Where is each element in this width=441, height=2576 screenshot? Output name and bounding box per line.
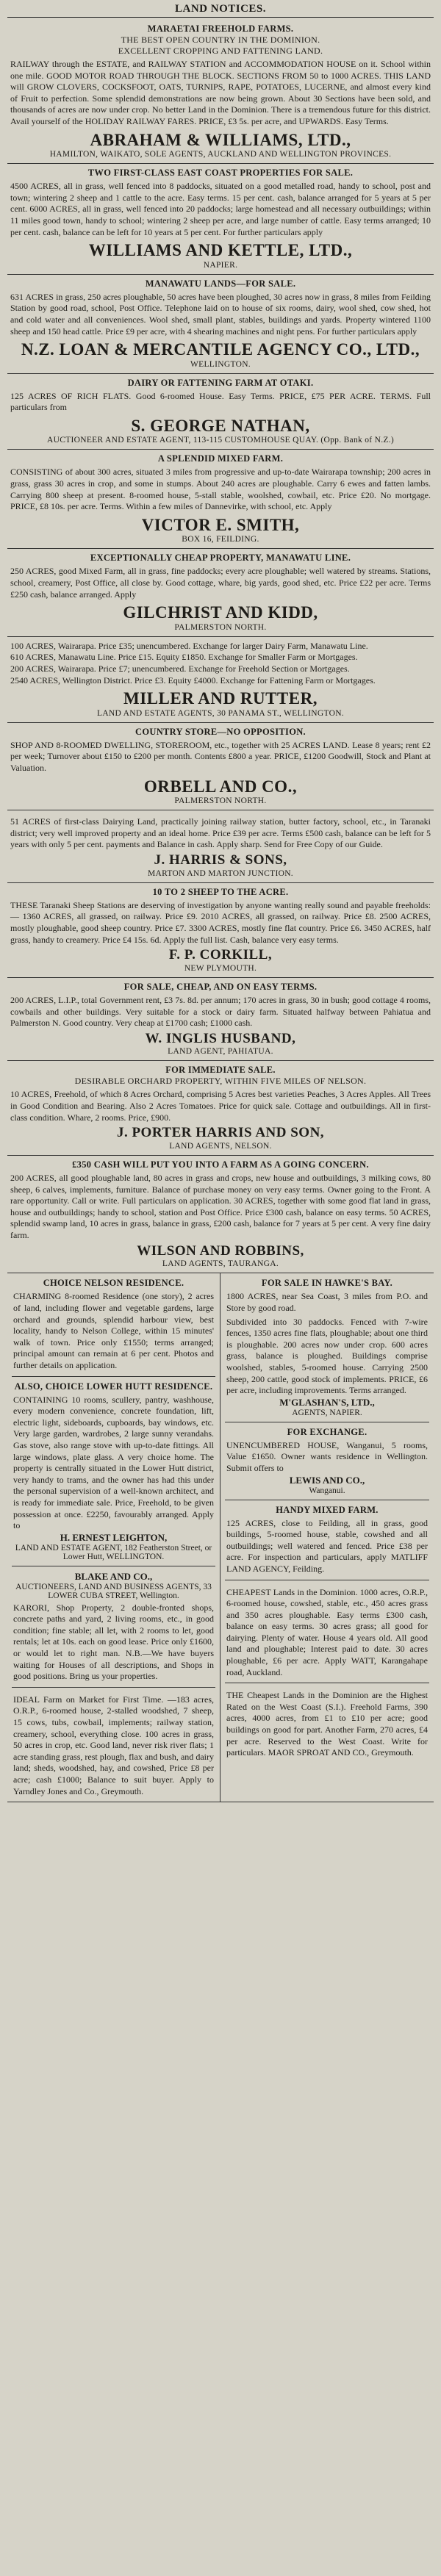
ad-firm: WILLIAMS AND KETTLE, LTD., bbox=[88, 241, 353, 260]
ad-body: 250 ACRES, good Mixed Farm, all in grass, fine paddocks; every acre ploughable; well watered by streams. Stations, school, creamery, Post Office, all close by. Good cottage, whare, big yards, good shed, etc. Price £22 per acre. Terms £250 cash, balance arranged. Apply bbox=[10, 566, 431, 600]
ad-body: CHARMING 8-roomed Residence (one story), 2 acres of land, including flower and vegetable gardens, large orchard and grounds, splendid harbour view, best locality, handy to Nelson College, within 15 minutes' walk of town. Price only £1550; terms arranged; principal amount can remain at 6 per cent. Photos and further details on application. bbox=[13, 1291, 214, 1370]
ad-body: 200 ACRES, L.I.P., total Government rent, £3 7s. 8d. per annum; 170 acres in grass, 30 in bush; good cottage 4 rooms, cowbails and other buildings. Very suitable for a stock or dairy farm. Situated halfway between Pahiatua and Palmerston N. Good country. Very cheap at £1700 cash; £1000 cash. bbox=[10, 994, 431, 1029]
ad-mixed-farm bbox=[7, 450, 434, 549]
ad-hawkes-bay bbox=[225, 1273, 429, 1422]
ad-firm: ABRAHAM & WILLIAMS, LTD., bbox=[90, 130, 351, 149]
right-column bbox=[220, 1273, 434, 1802]
ad-body: 51 ACRES of first-class Dairying Land, practically joining railway station, butter factory, school, etc., in Taranaki district; very well improved property and an ideal home. Price £39 per acre. Terms £500 cash, balance can be left for 5 years with only 5 per cent. payments and Balance in cash. Apply sharp. Send for Free Copy of our Guide. bbox=[10, 816, 431, 850]
ad-title: FOR SALE, CHEAP, AND ON EASY TERMS. bbox=[123, 981, 318, 992]
ad-dairying-land bbox=[7, 810, 434, 883]
ad-location: Wanganui. bbox=[309, 1486, 345, 1495]
ad-firm: LEWIS AND CO., bbox=[289, 1474, 365, 1486]
ad-going-concern bbox=[7, 1156, 434, 1273]
ad-firm: MILLER AND RUTTER, bbox=[123, 689, 318, 708]
ad-firm: W. INGLIS HUSBAND, bbox=[145, 1030, 296, 1046]
ad-subtitle: DESIRABLE ORCHARD PROPERTY, WITHIN FIVE MILES OF NELSON. bbox=[74, 1076, 367, 1087]
ad-title: FOR EXCHANGE. bbox=[287, 1426, 368, 1437]
ad-blake-co bbox=[12, 1566, 215, 1688]
ad-body: Subdivided into 30 paddocks. Fenced with 7-wire fences, 1350 acres fine flats, ploughable; about one third is ploughable. 200 acres now under crop. 600 acres grass, balance is ploughed. Buildings comprise woolshed, stables, 5-roomed house. Carrying 2500 sheep, 200 cattle, good stock of implements. PRICE, £6 per acre, including improvements. Terms arranged. bbox=[226, 1316, 428, 1396]
ad-body: CHEAPEST Lands in the Dominion. 1000 acres, O.R.P., 6-roomed house, cowshed, stable, etc., 450 acres grass and 350 acres ploughable. Easy terms £300 cash, balance on easy terms. 30 acres grass; all good for dairying. Plenty of water. House 4 years old. All good land and ploughable; Interest paid to date. 30 acres ploughable, £6 per acre. Apply WATT, Karangahape road, Auckland. bbox=[226, 1586, 428, 1677]
ad-title: DAIRY OR FATTENING FARM AT OTAKI. bbox=[127, 377, 314, 388]
ad-location: AUCTIONEER AND ESTATE AGENT, 113-115 CUSTOMHOUSE QUAY. (Opp. Bank of N.Z.) bbox=[46, 436, 394, 445]
ad-location: PALMERSTON NORTH. bbox=[174, 622, 267, 632]
ad-body: 631 ACRES in grass, 250 acres ploughable, 50 acres have been ploughed, 30 acres now in grass, 8 miles from Feilding Station by good road, school, Post Office. Telephone laid on to house of six rooms, dairy, wool shed, cow shed, hot and cold water and all conveniences. Wool shed, small plant, stables, buildings and yards. Property wintered 1100 sheep and 150 head cattle. Price £9 per acre, with 4 shearing machines and night pens. For further particulars apply bbox=[10, 291, 431, 337]
ad-location: PALMERSTON NORTH. bbox=[174, 796, 267, 806]
ad-location: LAND AND ESTATE AGENT, 182 Featherston Street, or Lower Hutt, WELLINGTON. bbox=[15, 1543, 212, 1561]
ad-exchange-listing bbox=[7, 637, 434, 723]
ad-firm: VICTOR E. SMITH, bbox=[141, 515, 300, 534]
ad-title: £350 CASH WILL PUT YOU INTO A FARM AS A GOING CONCERN. bbox=[72, 1159, 369, 1170]
ad-location: LAND AND ESTATE AGENTS, 30 PANAMA ST., WELLINGTON. bbox=[97, 708, 344, 718]
ad-location: NEW PLYMOUTH. bbox=[184, 963, 257, 973]
ad-body: THESE Taranaki Sheep Stations are deserving of investigation by anyone wanting really sound and payable freeholds:— 1360 ACRES, all grassed, on railway. Price £9. 2010 ACRES, all grassed, on railway. Price £8. 2500 ACRES, mostly ploughable, good sheep country. Price £7. 3300 ACRES, mostly fine flat country. Price £6. 3450 ACRES, half grass, handy to creamery. Price £4 15s. 6d. Apply the full list. Cash, balance very easy terms. bbox=[10, 899, 431, 945]
listing-item: 2540 ACRES, Wellington District. Price £3. Equity £4000. Exchange for Fattening Farm or Mortgages. bbox=[10, 674, 376, 686]
ad-title: ALSO, CHOICE LOWER HUTT RESIDENCE. bbox=[14, 1381, 213, 1392]
ad-body: KARORI, Shop Property, 2 double-fronted shops, concrete paths and yard, 2 living rooms, etc., in good condition; fine stable; all let, with 2 rooms to let, good rentals; let at 10s. each on good lease. Price only £1600, or would let to right man. N.B.—We have buyers waiting for Houses of all descriptions, and Shops in good positions. Bring us your properties. bbox=[13, 1602, 214, 1682]
ad-location: WELLINGTON. bbox=[190, 359, 251, 369]
ad-otaki-farm bbox=[7, 374, 434, 450]
ad-title: MARAETAI FREEHOLD FARMS. bbox=[147, 24, 294, 34]
ad-maraetai-farms bbox=[7, 20, 434, 164]
ad-title: FOR IMMEDIATE SALE. bbox=[165, 1065, 276, 1076]
listing-item: 100 ACRES, Wairarapa. Price £35; unencumbered. Exchange for larger Dairy Farm, Manawatu Line. bbox=[10, 640, 368, 651]
ad-firm: F. P. CORKILL, bbox=[168, 947, 273, 963]
ad-subtitle: THE BEST OPEN COUNTRY IN THE DOMINION. bbox=[121, 35, 320, 45]
ad-firm: J. HARRIS & SONS, bbox=[154, 852, 287, 868]
ad-title: HANDY MIXED FARM. bbox=[276, 1504, 379, 1515]
ad-firm: H. ERNEST LEIGHTON, bbox=[60, 1531, 168, 1543]
ad-title: EXCEPTIONALLY CHEAP PROPERTY, MANAWATU LINE. bbox=[90, 553, 351, 564]
ad-firm: BLAKE AND CO., bbox=[74, 1570, 153, 1582]
ad-body: SHOP AND 8-ROOMED DWELLING, STOREROOM, etc., together with 25 ACRES LAND. Lease 8 years; rent £2 per week; Turnover about £150 to £200 per month. Contents £800 a year. PRICE, £1200 Goodwill, Stock and Plant at Valuation. bbox=[10, 739, 431, 773]
two-column-section bbox=[7, 1273, 434, 1802]
ad-subtitle-2: EXCELLENT CROPPING AND FATTENING LAND. bbox=[118, 46, 323, 56]
ad-location: BOX 16, FEILDING. bbox=[182, 535, 259, 544]
ad-title: A SPLENDID MIXED FARM. bbox=[157, 453, 284, 464]
ad-handy-mixed-farm bbox=[225, 1500, 429, 1580]
ad-body: UNENCUMBERED HOUSE, Wanganui, 5 rooms, Value £1650. Owner wants residence in Wellington. Submit offers to bbox=[226, 1439, 428, 1473]
ad-firm: J. PORTER HARRIS AND SON, bbox=[116, 1125, 325, 1141]
ad-body: 125 ACRES OF RICH FLATS. Good 6-roomed House. Easy Terms. PRICE, £75 PER ACRE. TERMS. Full particulars from bbox=[10, 390, 431, 413]
listing-item: 610 ACRES, Manawatu Line. Price £15. Equity £1850. Exchange for Smaller Farm or Mortgages. bbox=[10, 652, 358, 663]
ad-sheep-stations bbox=[7, 883, 434, 978]
newspaper-page bbox=[7, 0, 434, 1802]
ad-body: 200 ACRES, all good ploughable land, 80 acres in grass and crops, new house and outbuildings, 3 milking cows, 80 sheep, 6 calves, implements, furniture. Balance of purchase money on very easy terms. Owner going to the Front. A rare opportunity. Call or write. Full particulars on application. 30 ACRES, together with some good flat land in grass, house and outbuildings; handy to school, station and Post Office. Price £300 cash, balance on easy terms. 50 ACRES, splendid swamp land, 10 acres in grass, balance in grass, £200 cash, balance for 7 years at 5 per cent. A very fine dairy farm. bbox=[10, 1173, 431, 1241]
ad-west-coast bbox=[225, 1683, 429, 1763]
ad-firm: M'GLASHAN'S, LTD., bbox=[279, 1396, 375, 1408]
ad-firm: ORBELL AND CO., bbox=[143, 777, 298, 796]
ad-ideal-farm bbox=[12, 1688, 215, 1802]
ad-body: 4500 ACRES, all in grass, well fenced into 8 paddocks, situated on a good metalled road, handy to school, post and town; wintering 2 sheep and 1 cattle to the acre. Easy terms. 15 per cent. cash, balance arranged for 5 years at 5 per cent. 6000 ACRES, all in grass, well fenced into 20 paddocks; large homestead and all necessary outbuildings; within 11 miles good town, handy to school; wintering 2 sheep per acre, and large number of cattle. Easy terms arranged; 10 per cent. cash, balance can be left for 10 years at 5 per cent. For further particulars apply bbox=[10, 181, 431, 237]
ad-body: CONTAINING 10 rooms, scullery, pantry, washhouse, every modern convenience, concrete foundation, lift, electric light, sideboards, cupboards, bay windows, etc. Very large garden, wardrobes, 2 large sunny verandahs. Gas stove, also range stove with up-to-date fittings. All large windows, plate glass. A very choice home. The property is centrally situated in the Lower Hutt district, very handy to trams, and the owner has had this under the personal supervision of a well-known architect, and is ready for immediate sale. Price, Freehold, to be given possession at once. £2250, favourably arranged. Apply to bbox=[13, 1394, 214, 1531]
ad-lower-hutt-residence bbox=[12, 1377, 215, 1566]
ad-subtitle: 1800 ACRES, near Sea Coast, 3 miles from P.O. and Store by good road. bbox=[226, 1291, 428, 1314]
ad-body: RAILWAY through the ESTATE, and RAILWAY STATION and ACCOMMODATION HOUSE on it. School within one mile. GOOD MOTOR ROAD THROUGH THE BLOCK. SECTIONS FROM 50 to 1000 ACRES. THIS LAND will GROW CLOVERS, COCKSFOOT, OATS, TURNIPS, RAPE, POTATOES, LUCERNE, and almost every kind of Fruit to perfection. Some splendid demonstrations are now being grown. About 30 Sections have been sold, and thousands of acres are now under crop. No better Land in the Dominion. There is a tremendous future for this district. Avail yourself of the HOLIDAY RAILWAY FARES. PRICE, £3 5s. per acre, and UPWARDS. Easy Terms. bbox=[10, 59, 431, 126]
ad-body: 10 ACRES, Freehold, of which 8 Acres Orchard, comprising 5 Acres best varieties Peaches, 3 Acres Apples. All Trees in Good Condition and Bearing. Also 2 Acres Tomatoes. Price for quick sale. Cottage and outbuildings. All in first-class condition. Whare, 2 rooms. Price, £900. bbox=[10, 1089, 431, 1123]
ad-country-store bbox=[7, 723, 434, 810]
ad-location: HAMILTON, WAIKATO, SOLE AGENTS, AUCKLAND AND WELLINGTON PROVINCES. bbox=[49, 150, 392, 159]
ad-location: LAND AGENTS, NELSON. bbox=[169, 1142, 272, 1151]
ad-firm: GILCHRIST AND KIDD, bbox=[123, 603, 318, 622]
ad-body: IDEAL Farm on Market for First Time. —183 acres, O.R.P., 6-roomed house, 2-stalled woodshed, 7 sheep, 15 cows, tubs, cowbail, implements; railway station, creamery, school, everything close. 100 acres in grass, 50 acres in crop, etc. Good land, never risk river flats; 1 acre standing grass, rest plough, flax and bush, and dairy land; sheds, woodshed, hay, and cowshed, Price £8 per acre; cash £1000; Balance to suit buyer. Apply to Yarndley Jones and Co., Greymouth. bbox=[13, 1694, 214, 1796]
ad-location: NAPIER. bbox=[203, 260, 238, 270]
ad-location: MARTON AND MARTON JUNCTION. bbox=[148, 868, 293, 878]
listing-item: 200 ACRES, Wairarapa. Price £7; unencumbered. Exchange for Freehold Section or Mortgages. bbox=[10, 663, 350, 674]
ad-title: MANAWATU LANDS—FOR SALE. bbox=[145, 278, 296, 289]
ad-location: LAND AGENT, PAHIATUA. bbox=[168, 1047, 273, 1057]
ad-title: COUNTRY STORE—NO OPPOSITION. bbox=[135, 726, 306, 737]
ad-firm: S. GEORGE NATHAN, bbox=[131, 416, 310, 435]
ad-title: CHOICE NELSON RESIDENCE. bbox=[43, 1278, 184, 1289]
ad-easy-terms bbox=[7, 978, 434, 1062]
ad-location: LAND AGENTS, TAURANGA. bbox=[162, 1259, 279, 1269]
ad-location: AUCTIONEERS, LAND AND BUSINESS AGENTS, 33 LOWER CUBA STREET, Wellington. bbox=[15, 1582, 212, 1600]
ad-cheapest-lands bbox=[225, 1580, 429, 1684]
ad-cheap-property bbox=[7, 549, 434, 636]
ad-title: 10 TO 2 SHEEP TO THE ACRE. bbox=[152, 886, 289, 897]
ad-body: CONSISTING of about 300 acres, situated 3 miles from progressive and up-to-date Wairarapa township; 200 acres in grass, grass 30 acres in crop, and some in stumps. About 240 acres are ploughable. Carry 6 ewes and fatten lambs. Carrying 800 sheep at present. 8-roomed house, 5-stall stable, woolshed, cowbail, etc. Price £20. No mortgage. PRICE, £8 10s. per acre. Terms. Within a few miles of Dannevirke, with school, etc. Apply bbox=[10, 467, 431, 512]
ad-body: THE Cheapest Lands in the Dominion are the Highest Rated on the West Coast (S.I.). Freehold Farms, 390 acres, 4000 acres, from £1 to £10 per acre; good buildings on good for part. Another Farm, 270 acres, £4 per acre. Reserved to the West Coast. Write for particulars. MAOR SPROAT AND CO., Greymouth. bbox=[226, 1690, 428, 1758]
ad-location: AGENTS, NAPIER. bbox=[292, 1408, 362, 1417]
ad-for-exchange bbox=[225, 1422, 429, 1500]
ad-title: FOR SALE IN HAWKE'S BAY. bbox=[261, 1278, 393, 1289]
ad-east-coast bbox=[7, 164, 434, 275]
left-column bbox=[7, 1273, 220, 1802]
ad-body: 125 ACRES, close to Feilding, all in grass, good buildings, 5-roomed house, stable, cowshed and all outbuildings; well watered and fenced. Price £38 per acre. For inspection and particulars, apply MATLIFF LAND AGENCY, Feilding. bbox=[226, 1517, 428, 1574]
ad-orchard-property bbox=[7, 1061, 434, 1156]
ad-nelson-residence bbox=[12, 1273, 215, 1376]
page-header: LAND NOTICES. bbox=[7, 3, 434, 18]
ad-firm: WILSON AND ROBBINS, bbox=[137, 1242, 304, 1259]
ad-title: TWO FIRST-CLASS EAST COAST PROPERTIES FOR SALE. bbox=[87, 168, 354, 179]
ad-firm: N.Z. LOAN & MERCANTILE AGENCY CO., LTD., bbox=[21, 340, 420, 359]
ad-manawatu-lands bbox=[7, 275, 434, 374]
